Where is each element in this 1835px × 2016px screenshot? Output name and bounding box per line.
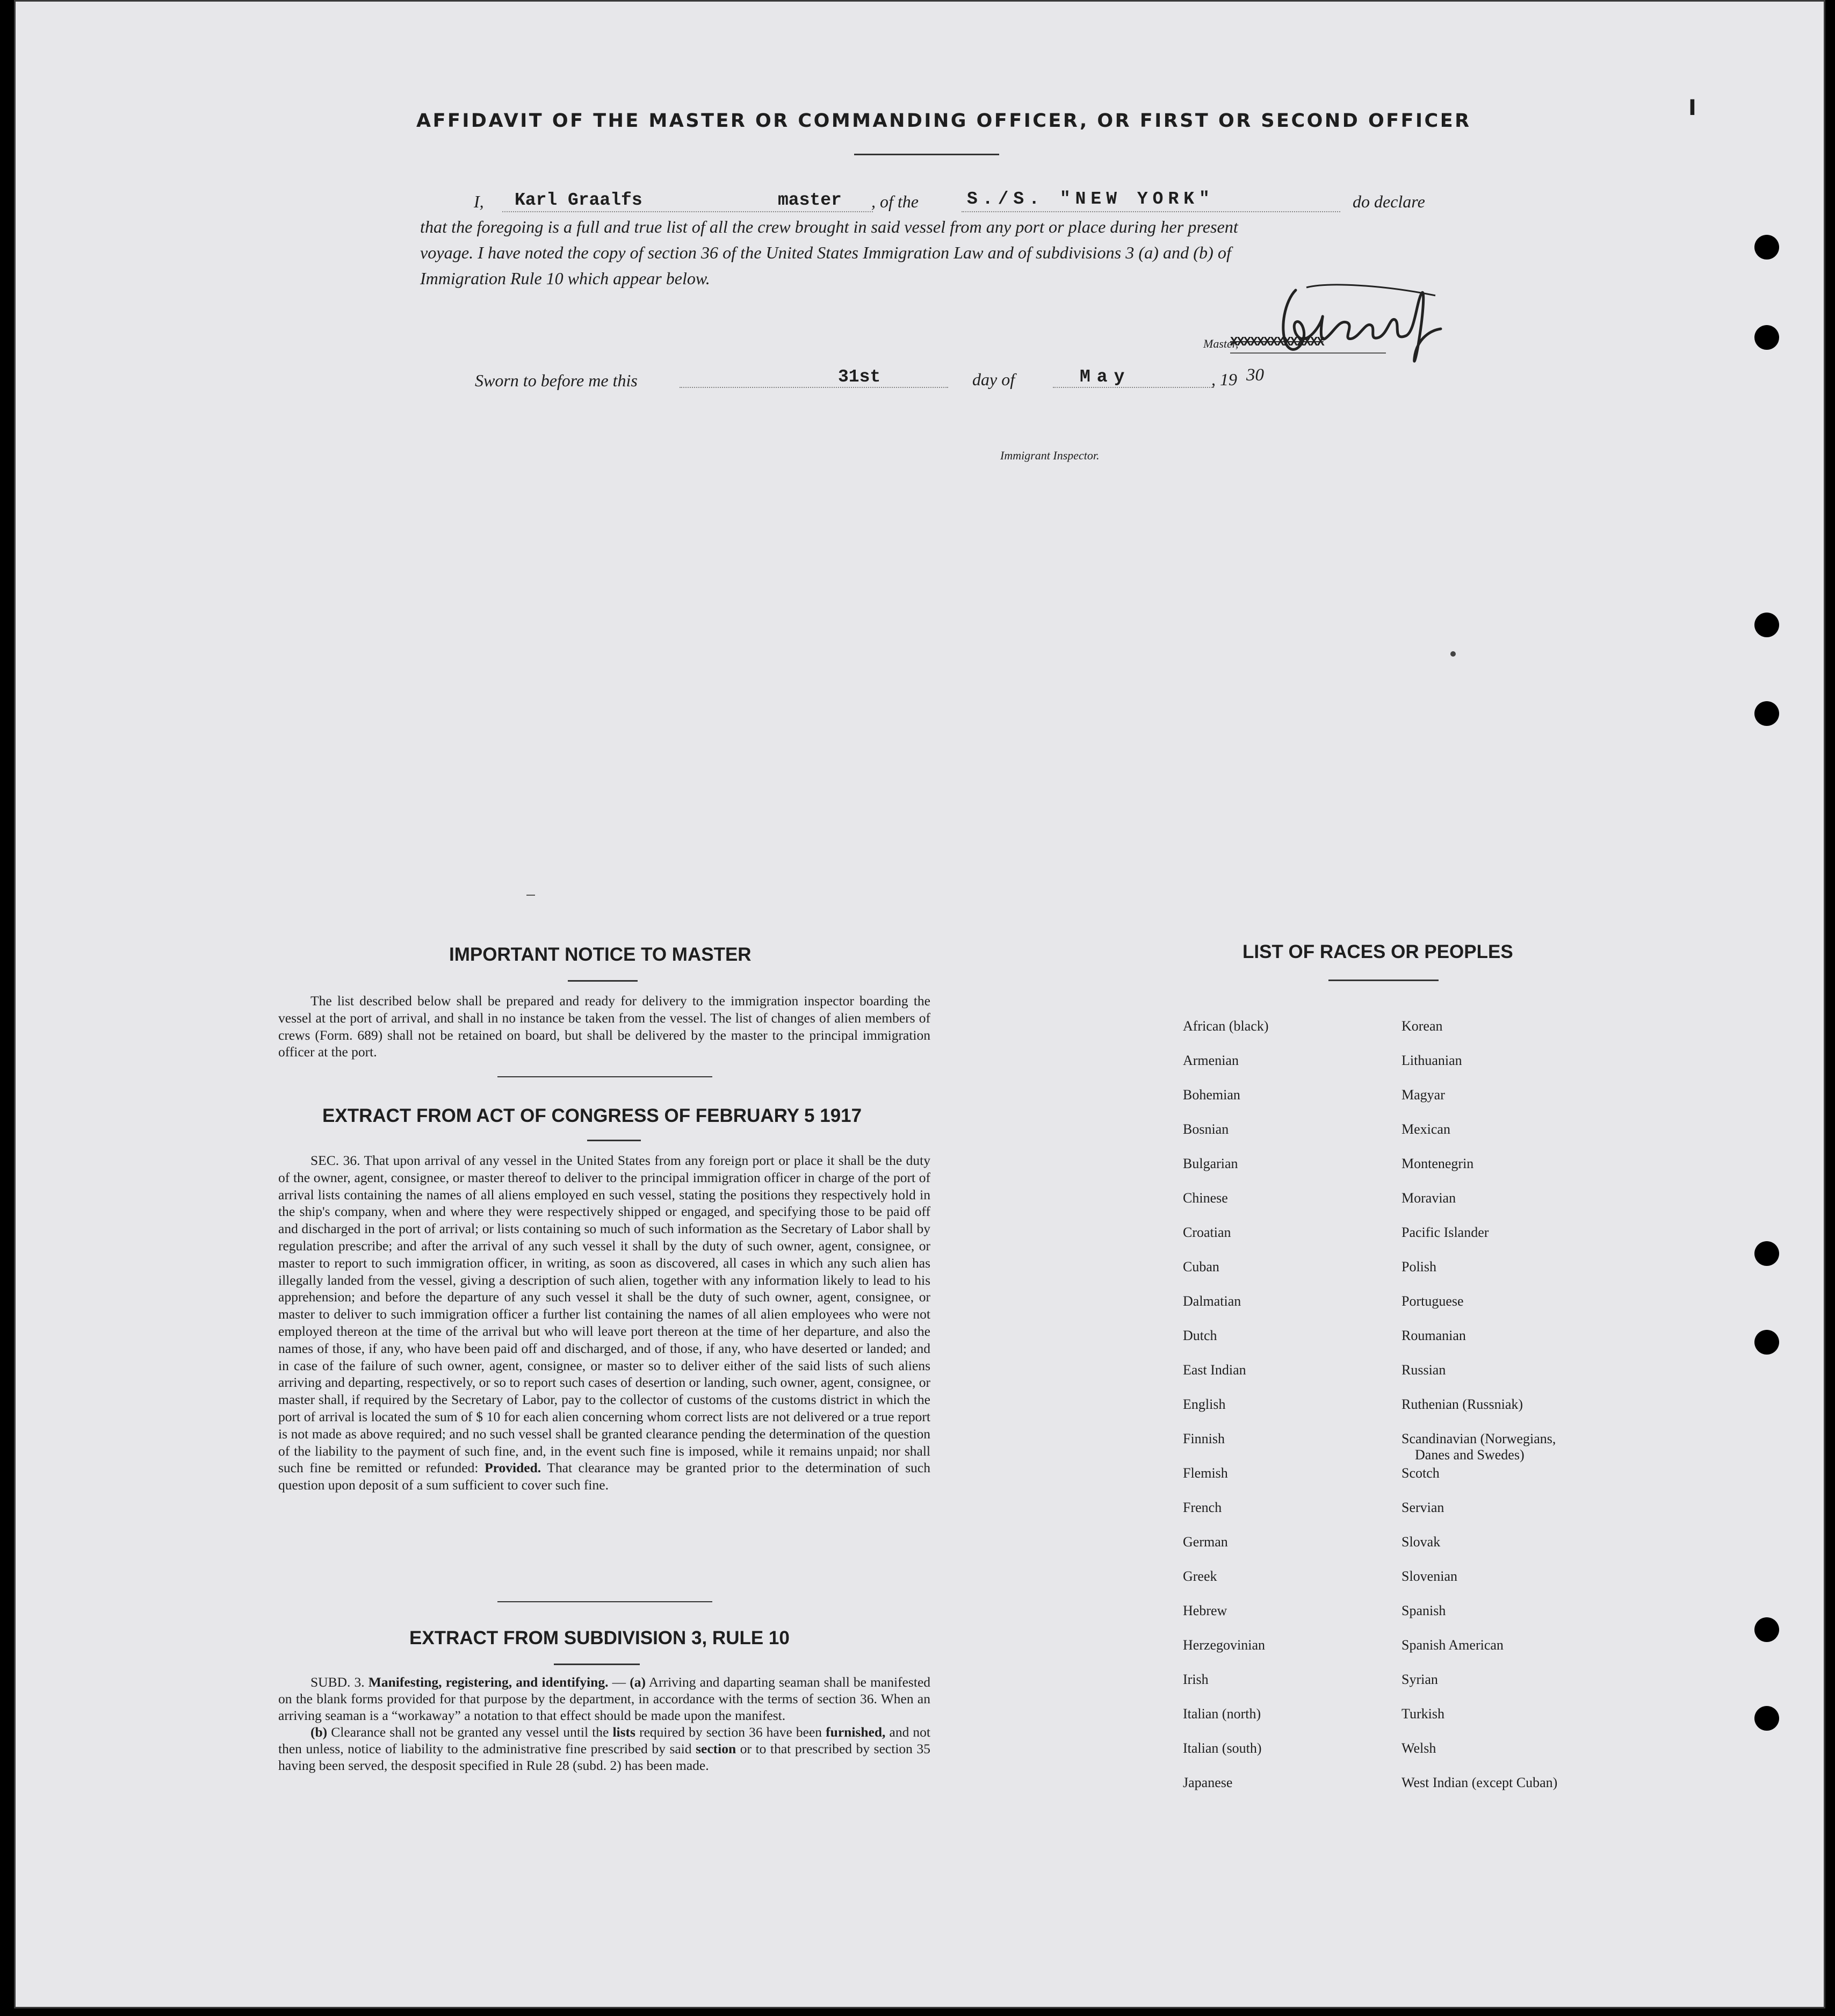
race-item: Lithuanian bbox=[1401, 1053, 1462, 1068]
master-name: Karl Graalfs bbox=[515, 190, 642, 210]
punch-hole bbox=[1754, 1330, 1779, 1355]
race-item: Roumanian bbox=[1401, 1328, 1466, 1343]
day-of-text: day of bbox=[972, 370, 1015, 389]
affidavit-line4: Immigration Rule 10 which appear below. bbox=[420, 269, 710, 288]
notice-title: IMPORTANT NOTICE TO MASTER bbox=[449, 944, 752, 965]
race-item: Greek bbox=[1183, 1568, 1217, 1584]
race-item: Irish bbox=[1183, 1672, 1209, 1687]
race-item: Chinese bbox=[1183, 1190, 1228, 1206]
rule10-paragraph-2 bbox=[278, 1724, 930, 1774]
races-rule bbox=[1328, 980, 1439, 981]
master-label: Master, bbox=[1203, 337, 1239, 350]
race-item: German bbox=[1183, 1534, 1228, 1550]
punch-hole bbox=[1754, 235, 1779, 260]
race-item: Scandinavian (Norwegians, bbox=[1401, 1431, 1556, 1446]
race-item: French bbox=[1183, 1500, 1222, 1515]
year-prefix: , 19 bbox=[1211, 370, 1237, 389]
sworn-day: 31st bbox=[838, 367, 881, 387]
race-item: Scotch bbox=[1401, 1465, 1440, 1481]
race-item: Italian (north) bbox=[1183, 1706, 1261, 1722]
rule10-b-section: section bbox=[696, 1741, 736, 1756]
signature-line bbox=[1230, 352, 1386, 354]
master-rank: master bbox=[778, 190, 842, 210]
race-item: Dalmatian bbox=[1183, 1293, 1241, 1309]
race-item: Hebrew bbox=[1183, 1603, 1227, 1618]
name-dotted-line bbox=[502, 211, 873, 212]
race-item: Ruthenian (Russniak) bbox=[1401, 1396, 1523, 1412]
rule10-a-label: (a) bbox=[630, 1674, 646, 1690]
affidavit-title: AFFIDAVIT OF THE MASTER OR COMMANDING OFFICER, OR FIRST OR SECOND OFFICER bbox=[416, 110, 1471, 132]
race-item: Finnish bbox=[1183, 1431, 1225, 1446]
punch-hole bbox=[1754, 701, 1779, 726]
punch-hole bbox=[1754, 325, 1779, 350]
race-item: Croatian bbox=[1183, 1225, 1231, 1240]
rule10-a-text: Arriving and daparting seaman shall be manifested on the blank forms provided for that purpose by the department, in accordance with the terms of section 36. When an arriving seaman is a “workaway” a notation to that effect should be made upon the manifest. bbox=[278, 1674, 931, 1723]
page-mark: I bbox=[1688, 96, 1696, 120]
race-item: Servian bbox=[1401, 1500, 1444, 1515]
inspector-label: Immigrant Inspector. bbox=[1000, 449, 1100, 462]
race-item: Herzegovinian bbox=[1183, 1637, 1266, 1653]
rule10-dash: — bbox=[612, 1674, 626, 1690]
of-the-text: , of the bbox=[871, 192, 919, 211]
race-item: Spanish bbox=[1401, 1603, 1446, 1618]
rule10-b-text4: or to that prescribed by section 35 having been served, the desposit specified in Rule 28 (subd. 2) has been made. bbox=[278, 1741, 930, 1773]
race-item: Bosnian bbox=[1183, 1121, 1229, 1137]
race-item: Japanese bbox=[1183, 1775, 1233, 1790]
race-item: Syrian bbox=[1401, 1672, 1438, 1687]
notice-paragraph: The list described below shall be prepared and ready for delivery to the immigration inspector boarding the vessel at the port of arrival, and shall in no instance be taken from the vessel. The list of changes of alien members of crews (Form. 689) shall not be retained on board, but shall be delivered by the master to the principal immigration officer at the port. bbox=[278, 993, 930, 1060]
race-item: Spanish American bbox=[1401, 1637, 1504, 1653]
rule10-b-label: (b) bbox=[310, 1724, 328, 1740]
act-text-a: SEC. 36. That upon arrival of any vessel in the United States from any foreign port or place it shall be the duty of the owner, agent, consignee, or master thereof to deliver to the principal immigration officer in charge of the port of arrival lists containing the names of all aliens employed en such vessel, stating the positions they respectively hold in the ship's company, when and where they were respectively shipped or engaged, and specifying those to be paid off and discharged in the port of arrival; or lists containing so much of such information as the Secretary of Labor shall by regulation prescribe; and after the arrival of any such vessel it shall by the duty of such owner, agent, consignee, or master to report to such immigration officer, in writing, as soon as discovered, all cases in which any such alien has illegally landed from the vessel, giving a description of such alien, together with any information likely to lead to his apprehension; and before the departure of any such vessel it shall be the duty of such owner, agent, consignee, or master to deliver to such immigration officer a further list containing the names of all alien employees who were not employed thereon at the time of the arrival but who will leave port thereon at the time of her departure, and also the names of those, if any, who have been paid off and discharged, and of those, if any, who have deserted or landed; and in case of the failure of such owner, agent, consignee, or master so to deliver either of the said lists of such aliens arriving and departing, respectively, or so to report such cases of desertion or landing, such owner, agent, consignee, or master shall, if required by the Secretary of Labor, pay to the collector of customs of the customs district in which the port of arrival is located the sum of $ 10 for each alien concerning whom correct lists are not delivered or a true report is not made as above required; and no such vessel shall be granted clearance pending the determination of the question of the liability to the payment of such fine, and, in the event such fine is imposed, while it remains unpaid; nor shall such fine be remitted or refunded: bbox=[278, 1153, 930, 1476]
act-text-provided: Provided. bbox=[485, 1460, 541, 1476]
master-signature bbox=[1274, 279, 1451, 373]
race-item: Turkish bbox=[1401, 1706, 1444, 1722]
act-title: EXTRACT FROM ACT OF CONGRESS OF FEBRUARY 5 1917 bbox=[322, 1105, 862, 1126]
rule10-title: EXTRACT FROM SUBDIVISION 3, RULE 10 bbox=[409, 1628, 790, 1648]
act-text bbox=[278, 1152, 930, 1494]
race-item: Bulgarian bbox=[1183, 1156, 1238, 1171]
do-declare-text: do declare bbox=[1353, 192, 1425, 211]
sworn-month: May bbox=[1080, 367, 1131, 387]
race-item: Montenegrin bbox=[1401, 1156, 1474, 1171]
act-text-b: That clearance may be granted prior to the determination of such question upon deposit of a sum sufficient to cover such fine. bbox=[278, 1460, 930, 1493]
race-item: Polish bbox=[1401, 1259, 1437, 1275]
race-item: Welsh bbox=[1401, 1740, 1436, 1756]
vessel-dotted-line bbox=[962, 211, 1340, 212]
rule10-subd: SUBD. 3. bbox=[310, 1674, 365, 1690]
act-end-rule bbox=[497, 1601, 712, 1602]
race-item: African (black) bbox=[1183, 1018, 1269, 1034]
notice-end-rule bbox=[497, 1076, 712, 1077]
stray-mark bbox=[526, 895, 535, 896]
race-item: Bohemian bbox=[1183, 1087, 1240, 1103]
month-dotted-line bbox=[1053, 387, 1214, 388]
races-title: LIST OF RACES OR PEOPLES bbox=[1242, 941, 1513, 962]
struck-text: XXXXXXXXXXXXXX bbox=[1230, 335, 1324, 350]
punch-hole bbox=[1754, 1706, 1779, 1731]
race-item: Flemish bbox=[1183, 1465, 1228, 1481]
race-item: East Indian bbox=[1183, 1362, 1246, 1378]
rule10-b-lists: lists bbox=[612, 1724, 635, 1740]
race-item: Russian bbox=[1401, 1362, 1446, 1378]
race-item: Korean bbox=[1401, 1018, 1443, 1034]
rule10-b-text3: and not then unless, notice of liability to the administrative fine prescribed by said bbox=[278, 1724, 931, 1756]
race-item: Danes and Swedes) bbox=[1415, 1447, 1525, 1463]
affidavit-line2: that the foregoing is a full and true list of all the crew brought in said vessel from any port or place during her present bbox=[420, 217, 1238, 236]
race-item: Moravian bbox=[1401, 1190, 1456, 1206]
race-item: Pacific Islander bbox=[1401, 1225, 1489, 1240]
punch-hole bbox=[1754, 613, 1779, 637]
notice-rule bbox=[568, 980, 638, 982]
stray-dot bbox=[1450, 651, 1456, 657]
sworn-text: Sworn to before me this bbox=[475, 371, 638, 390]
punch-hole bbox=[1754, 1241, 1779, 1266]
race-item: Italian (south) bbox=[1183, 1740, 1262, 1756]
act-rule bbox=[587, 1140, 641, 1141]
rule10-b-furnished: furnished, bbox=[826, 1724, 886, 1740]
race-item: West Indian (except Cuban) bbox=[1401, 1775, 1558, 1790]
act-paragraph bbox=[278, 1152, 930, 1494]
affidavit-line1-prefix: I, bbox=[474, 192, 484, 211]
race-item: English bbox=[1183, 1396, 1226, 1412]
affidavit-line3: voyage. I have noted the copy of section 36 of the United States Immigration Law and of subdivisions 3 (a) and (b) of bbox=[420, 243, 1231, 262]
sworn-dotted-line bbox=[680, 387, 948, 388]
vessel-name: S./S. "NEW YORK" bbox=[967, 189, 1215, 209]
race-item: Slovenian bbox=[1401, 1568, 1457, 1584]
rule10-paragraph-1 bbox=[278, 1674, 930, 1724]
title-rule bbox=[854, 154, 999, 155]
notice-text bbox=[278, 992, 930, 1061]
race-item: Mexican bbox=[1401, 1121, 1450, 1137]
race-item: Cuban bbox=[1183, 1259, 1219, 1275]
race-item: Portuguese bbox=[1401, 1293, 1464, 1309]
race-item: Armenian bbox=[1183, 1053, 1239, 1068]
rule10-b-text2: required by section 36 have been bbox=[639, 1724, 822, 1740]
year-suffix: 30 bbox=[1246, 365, 1264, 385]
race-item: Dutch bbox=[1183, 1328, 1217, 1343]
rule10-rule bbox=[554, 1664, 640, 1665]
rule10-b-text1: Clearance shall not be granted any vessel until the bbox=[331, 1724, 609, 1740]
rule10-heading: Manifesting, registering, and identifying. bbox=[368, 1674, 609, 1690]
rule10-text bbox=[278, 1674, 930, 1774]
punch-hole bbox=[1754, 1617, 1779, 1642]
race-item: Magyar bbox=[1401, 1087, 1445, 1103]
race-item: Slovak bbox=[1401, 1534, 1441, 1550]
